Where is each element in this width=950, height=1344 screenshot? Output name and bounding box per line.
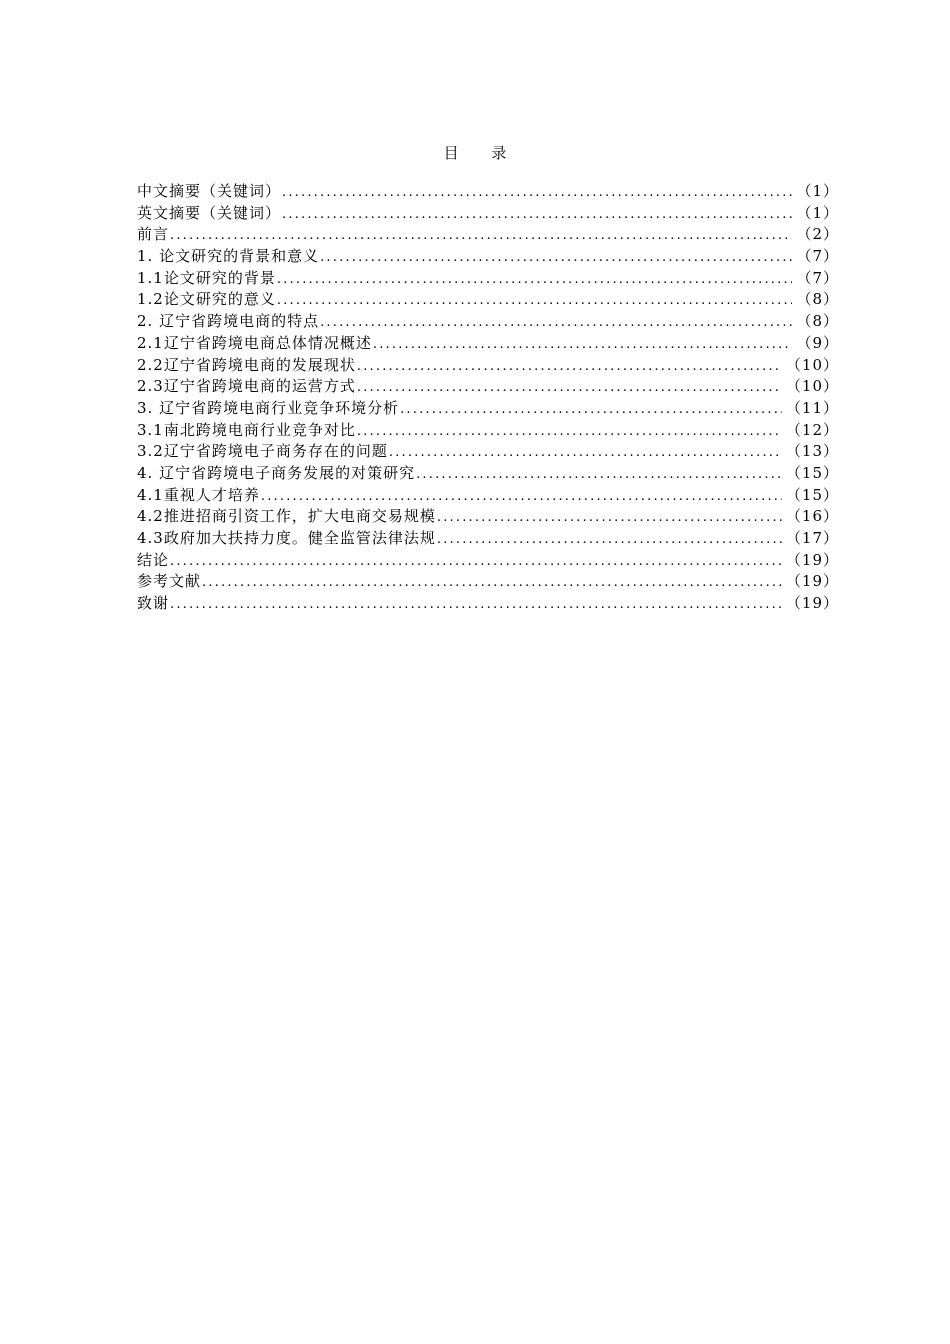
toc-dot-leader — [170, 551, 782, 572]
toc-entry-label: 3. 辽宁省跨境电商行业竞争环境分析 — [137, 398, 400, 417]
toc-entry — [137, 550, 839, 572]
toc-entry-label: 2.1辽宁省跨境电商总体情况概述 — [137, 333, 372, 352]
toc-entry-page: （19） — [785, 594, 839, 613]
toc-entry — [137, 311, 839, 333]
toc-title: 目 录 — [443, 144, 521, 162]
toc-dot-leader — [277, 269, 793, 290]
toc-entry — [137, 246, 839, 268]
toc-entry-page: （8） — [796, 312, 839, 331]
toc-entry — [137, 203, 839, 225]
toc-entry — [137, 224, 839, 246]
toc-entry — [137, 571, 839, 593]
toc-entry-page: （7） — [796, 268, 839, 287]
toc-entry-page: （12） — [785, 420, 839, 439]
toc-entry-page: （19） — [785, 550, 839, 569]
toc-entry — [137, 181, 839, 203]
toc-dot-leader — [389, 442, 782, 463]
toc-dot-leader — [357, 377, 782, 398]
toc-entry-label: 2. 辽宁省跨境电商的特点 — [137, 312, 320, 331]
toc-dot-leader — [373, 334, 793, 355]
toc-dot-leader — [277, 290, 793, 311]
toc-dot-leader — [357, 421, 782, 442]
toc-entry-label: 4.2推进招商引资工作，扩大电商交易规模 — [137, 507, 436, 526]
toc-dot-leader — [282, 182, 792, 203]
toc-entry-label: 致谢 — [137, 594, 170, 613]
toc-dot-leader — [170, 225, 792, 246]
toc-dot-leader — [320, 247, 792, 268]
toc-entry — [137, 593, 839, 615]
toc-dot-leader — [437, 529, 782, 550]
toc-entry — [137, 268, 839, 290]
toc-dot-leader — [170, 594, 782, 615]
toc-dot-leader — [357, 356, 782, 377]
toc-entry-label: 前言 — [137, 225, 170, 244]
toc-entry — [137, 485, 839, 507]
toc-entry — [137, 420, 839, 442]
toc-entry-label: 中文摘要（关键词） — [137, 182, 282, 200]
toc-entry-page: （15） — [785, 463, 839, 482]
toc-dot-leader — [282, 204, 792, 225]
toc-entry-label: 3.2辽宁省跨境电子商务存在的问题 — [137, 442, 388, 461]
toc-entry — [137, 355, 839, 377]
toc-entry — [137, 376, 839, 398]
toc-entry — [137, 528, 839, 550]
toc-entry-page: （1） — [796, 182, 839, 200]
toc-dot-leader — [437, 507, 782, 528]
toc-entry-label: 1. 论文研究的背景和意义 — [137, 247, 320, 266]
toc-dot-leader — [416, 464, 782, 485]
toc-entry — [137, 463, 839, 485]
toc-entry-page: （9） — [796, 333, 839, 352]
toc-entry-label: 4. 辽宁省跨境电子商务发展的对策研究 — [137, 463, 416, 482]
toc-entry-page: （7） — [796, 247, 839, 266]
toc-entry — [137, 506, 839, 528]
toc-entry-label: 英文摘要（关键词） — [137, 203, 282, 222]
toc-entry — [137, 333, 839, 355]
toc-entry-label: 1.2论文研究的意义 — [137, 290, 276, 309]
toc-entry-page: （16） — [785, 507, 839, 526]
toc-entry-page: （10） — [785, 355, 839, 374]
toc-entry — [137, 441, 839, 463]
toc-dot-leader — [202, 572, 782, 593]
toc-entry-label: 1.1论文研究的背景 — [137, 268, 276, 287]
table-of-contents — [137, 181, 839, 615]
toc-dot-leader — [400, 399, 782, 420]
toc-entry-label: 3.1南北跨境电商行业竞争对比 — [137, 420, 356, 439]
toc-entry-label: 参考文献 — [137, 572, 202, 591]
toc-entry-page: （2） — [796, 225, 839, 244]
toc-dot-leader — [320, 312, 792, 333]
toc-entry-page: （11） — [785, 398, 839, 417]
toc-entry-page: （1） — [796, 203, 839, 222]
toc-entry-label: 2.3辽宁省跨境电商的运营方式 — [137, 377, 356, 396]
toc-entry-page: （13） — [785, 442, 839, 461]
toc-entry-page: （15） — [785, 485, 839, 504]
toc-entry — [137, 289, 839, 311]
toc-entry-page: （8） — [796, 290, 839, 309]
toc-entry-label: 2.2辽宁省跨境电商的发展现状 — [137, 355, 356, 374]
toc-entry-page: （19） — [785, 572, 839, 591]
toc-entry-label: 结论 — [137, 550, 170, 569]
toc-entry-label: 4.1重视人才培养 — [137, 485, 260, 504]
toc-dot-leader — [261, 486, 782, 507]
toc-entry-page: （10） — [785, 377, 839, 396]
toc-entry — [137, 398, 839, 420]
toc-entry-label: 4.3政府加大扶持力度。健全监管法律法规 — [137, 529, 436, 547]
toc-entry-page: （17） — [785, 529, 839, 547]
